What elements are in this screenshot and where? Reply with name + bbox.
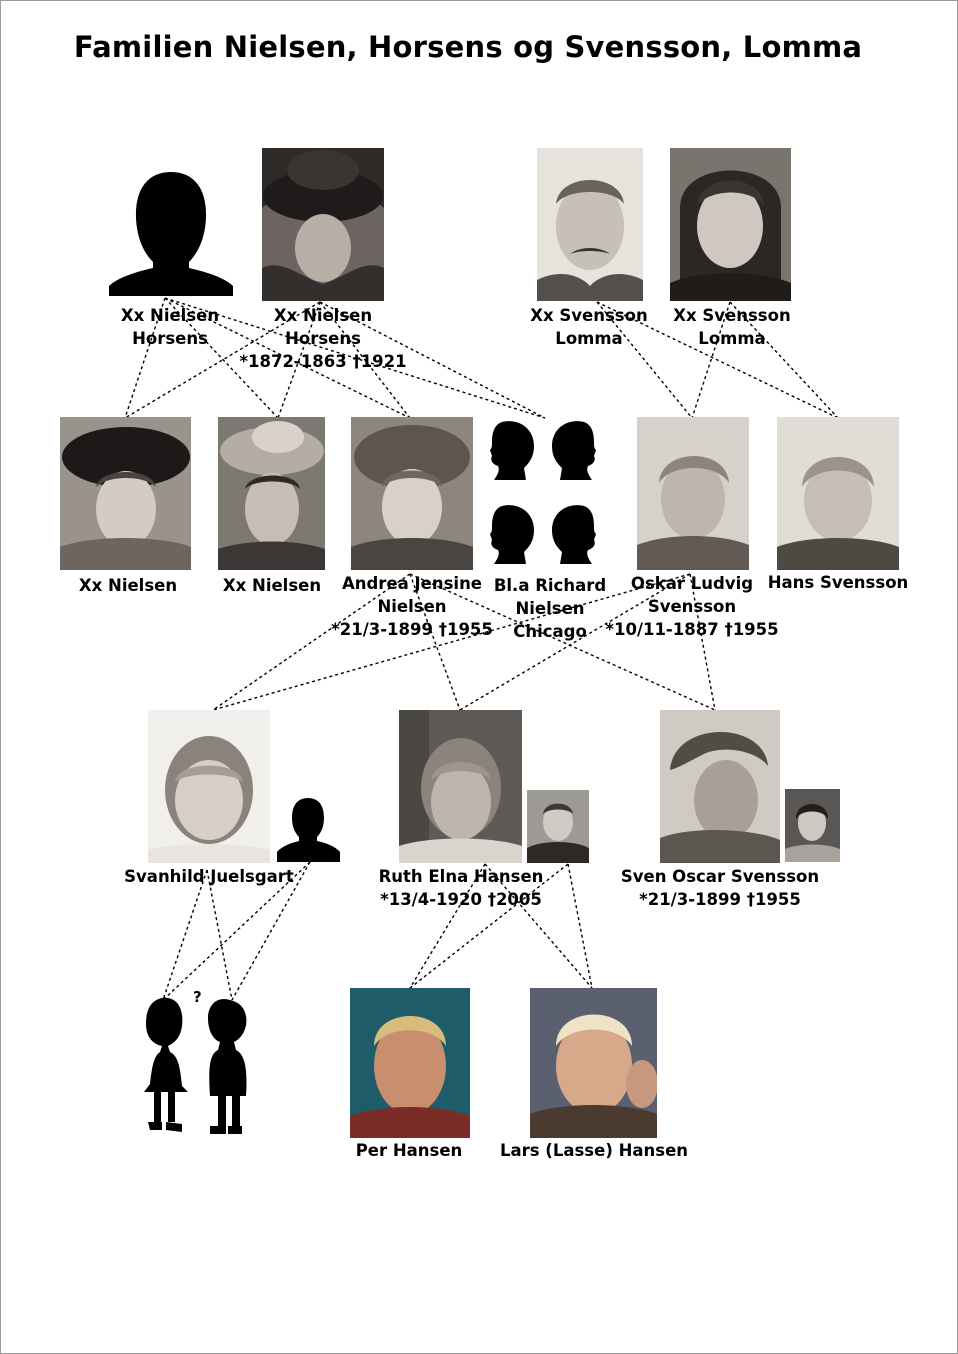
line-svanhild-boy: [207, 870, 232, 1000]
oskar-photo: [637, 417, 749, 570]
line-husband-lars: [568, 864, 592, 988]
oskar-surname: Svensson: [647, 597, 737, 616]
nielsen-mother-photo: [262, 148, 384, 301]
svensson-mother-photo: [670, 148, 791, 301]
line-svanhild-girl: [163, 870, 207, 1000]
sven-label: [621, 865, 819, 911]
ruth-husband-photo: [527, 790, 589, 863]
sven-dates: *21/3-1899 †1955: [639, 890, 801, 909]
siblings-silhouettes: [488, 418, 603, 573]
lars-label: [500, 1139, 688, 1162]
andrea-surname: Nielsen: [377, 597, 447, 616]
hans-name: Hans Svensson: [767, 573, 909, 592]
andrea-dates: *21/3-1899 †1955: [331, 620, 493, 639]
svensson-father-name: Xx Svensson: [530, 306, 648, 325]
richard-line2: Nielsen: [515, 599, 585, 618]
per-photo: [350, 988, 470, 1138]
nielsen-b-photo: [218, 417, 325, 570]
nielsen-father-name: Xx Nielsen: [120, 306, 220, 325]
richard-line1: Bl.a Richard: [493, 576, 607, 595]
svensson-mother-label: [673, 304, 790, 350]
sven-wife-photo: [785, 789, 840, 862]
sven-photo: [660, 710, 780, 863]
oskar-name: Oskar Ludvig: [630, 574, 754, 593]
partner-silhouette: [277, 796, 340, 862]
nielsen-a-label: [79, 574, 177, 597]
andrea-name: Andrea Jensine: [341, 574, 483, 593]
svanhild-name: Svanhild Juelsgart: [124, 867, 294, 886]
per-label: [356, 1139, 463, 1162]
nielsen-father-label: [121, 304, 219, 350]
nielsen-father-place: Horsens: [132, 329, 208, 348]
svensson-father-label: [530, 304, 647, 350]
ruth-label: [379, 865, 544, 911]
ruth-photo: [399, 710, 522, 863]
svanhild-label: [124, 865, 294, 888]
page-title: Familien Nielsen, Horsens og Svensson, Lomma: [73, 30, 863, 64]
nielsen-mother-label: [239, 304, 406, 373]
nielsen-b-label: [223, 574, 321, 597]
nielsen-a-name: Xx Nielsen: [78, 576, 178, 595]
nielsen-mother-dates: *1872-1863 †1921: [239, 352, 407, 371]
svensson-mother-name: Xx Svensson: [673, 306, 791, 325]
andrea-label: [331, 572, 493, 641]
unknown-children-silhouettes: [138, 996, 250, 1138]
svensson-father-place: Lomma: [555, 329, 623, 348]
oskar-label: [605, 572, 778, 641]
andrea-photo: [351, 417, 473, 570]
svanhild-photo: [148, 710, 270, 863]
sven-name: Sven Oscar Svensson: [620, 867, 820, 886]
per-name: Per Hansen: [355, 1141, 463, 1160]
nielsen-b-name: Xx Nielsen: [222, 576, 322, 595]
svensson-mother-place: Lomma: [698, 329, 766, 348]
lars-photo: [530, 988, 657, 1138]
lars-name: Lars (Lasse) Hansen: [499, 1141, 689, 1160]
richard-label: [494, 574, 606, 643]
ruth-name: Ruth Elna Hansen: [378, 867, 544, 886]
oskar-dates: *10/11-1887 †1955: [605, 620, 779, 639]
nielsen-mother-name: Xx Nielsen: [273, 306, 373, 325]
richard-line3: Chicago: [513, 622, 587, 641]
svensson-father-photo: [537, 148, 643, 301]
unknown-question-mark: ?: [193, 988, 202, 1006]
hans-photo: [777, 417, 899, 570]
nielsen-mother-place: Horsens: [285, 329, 361, 348]
ruth-dates: *13/4-1920 †2005: [380, 890, 542, 909]
unknown-person-silhouette: [107, 168, 235, 296]
nielsen-a-photo: [60, 417, 191, 570]
hans-label: [768, 571, 909, 594]
